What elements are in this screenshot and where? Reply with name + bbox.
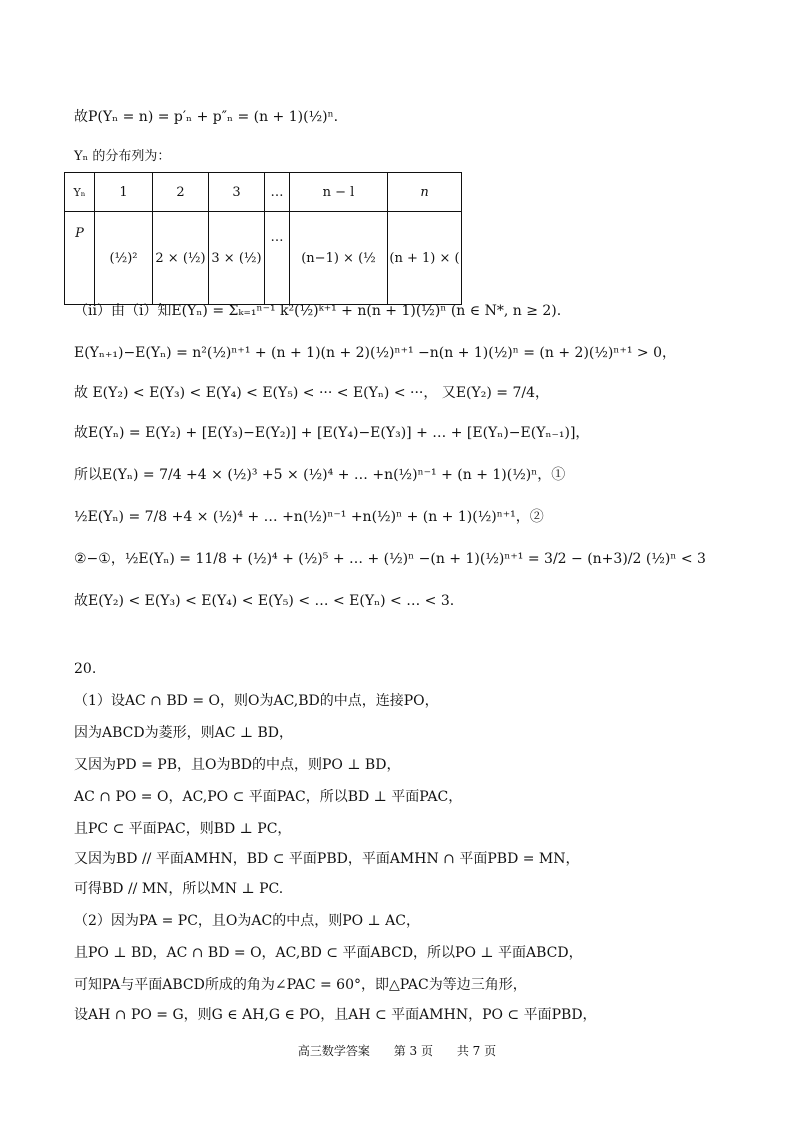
table-cell: n [388,173,462,212]
text-line: AC ∩ PO = O，AC,PO ⊂ 平面PAC，所以BD ⊥ 平面PAC， [74,789,463,805]
table-cell: (n + 1) × ( [388,212,462,305]
table-cell: n − l [290,173,388,212]
table-cell: 3 × (½) [209,212,265,305]
page-footer [0,1042,794,1059]
text-line: 设AH ∩ PO = G，则G ∈ AH,G ∈ PO，且AH ⊂ 平面AMHN，PO ⊂ 平面PBD， [74,1007,597,1023]
text-line: Yₙ 的分布列为： [74,149,171,164]
text-line: E(Yₙ₊₁)−E(Yₙ) = n²(½)ⁿ⁺¹ + (n + 1)(n + 2)(½)ⁿ⁺¹ −n(n + 1)(½)ⁿ = (n + 2)(½)ⁿ⁺¹ > 0， [74,345,676,361]
table-cell: … [265,212,290,305]
text-line: ②−①，½E(Yₙ) = 11/8 + (½)⁴ + (½)⁵ + … + (½)ⁿ −(n + 1)(½)ⁿ⁺¹ = 3/2 − (n+3)/2 (½)ⁿ < 3 [74,551,706,567]
text-line: 可知PA与平面ABCD所成的角为∠PAC = 60°，即△PAC为等边三角形， [74,977,527,993]
text-line: （ii）由（i）知E(Yₙ) = Σₖ₌₁ⁿ⁻¹ k²(½)ᵏ⁺¹ + n(n + 1)(½)ⁿ (n ∈ N*, n ≥ 2). [74,303,562,319]
footer-page-number: 第 3 页 [393,1044,433,1058]
text-line: 所以E(Yₙ) = 7/4 +4 × (½)³ +5 × (½)⁴ + … +n(½)ⁿ⁻¹ + (n + 1)(½)ⁿ，① [74,467,566,483]
text-line: （1）设AC ∩ BD = O，则O为AC,BD的中点，连接PO， [74,693,439,709]
text-line: 且PO ⊥ BD，AC ∩ BD = O，AC,BD ⊂ 平面ABCD，所以PO ⊥ 平面ABCD， [74,945,583,961]
text-line: 因为ABCD为菱形，则AC ⊥ BD， [74,725,293,741]
text-line: 故E(Yₙ) = E(Y₂) + [E(Y₃)−E(Y₂)] + [E(Y₄)−E(Y₃)] + … + [E(Yₙ)−E(Yₙ₋₁)]， [74,425,590,441]
text-line: （2）因为PA = PC，且O为AC的中点，则PO ⊥ AC， [74,913,421,929]
table-row [65,212,462,305]
text-line: 且PC ⊂ 平面PAC，则BD ⊥ PC， [74,821,292,837]
text-line: 故E(Y₂) < E(Y₃) < E(Y₄) < E(Y₅) < … < E(Yₙ) < … < 3. [74,593,455,609]
table-cell: 3 [209,173,265,212]
text-line: 又因为BD // 平面AMHN，BD ⊂ 平面PBD，平面AMHN ∩ 平面PBD = MN， [74,851,580,867]
table-cell: (½)² [95,212,153,305]
question-number: 20. [74,661,97,677]
text-line: 可得BD // MN，所以MN ⊥ PC. [74,881,284,897]
distribution-table [64,172,462,305]
table-cell: 1 [95,173,153,212]
text-line: 故P(Yₙ = n) = p′ₙ + p″ₙ = (n + 1)(½)ⁿ. [74,109,339,125]
table-cell: (n−1) × (½ [290,212,388,305]
text-line: ½E(Yₙ) = 7/8 +4 × (½)⁴ + … +n(½)ⁿ⁻¹ +n(½)ⁿ + (n + 1)(½)ⁿ⁺¹，② [74,509,544,525]
text-line: 故 E(Y₂) < E(Y₃) < E(Y₄) < E(Y₅) < ··· < E(Yₙ) < ···， 又E(Y₂) = 7/4， [74,385,549,401]
footer-title: 高三数学答案 [297,1044,370,1058]
table-cell: 2 × (½) [153,212,209,305]
table-cell: P [65,212,95,305]
table-cell: Yₙ [65,173,95,212]
text-line: 又因为PD = PB，且O为BD的中点，则PO ⊥ BD， [74,757,401,773]
table-header-row [65,173,462,212]
table-cell: … [265,173,290,212]
table-cell: 2 [153,173,209,212]
footer-total-pages: 共 7 页 [456,1044,497,1058]
